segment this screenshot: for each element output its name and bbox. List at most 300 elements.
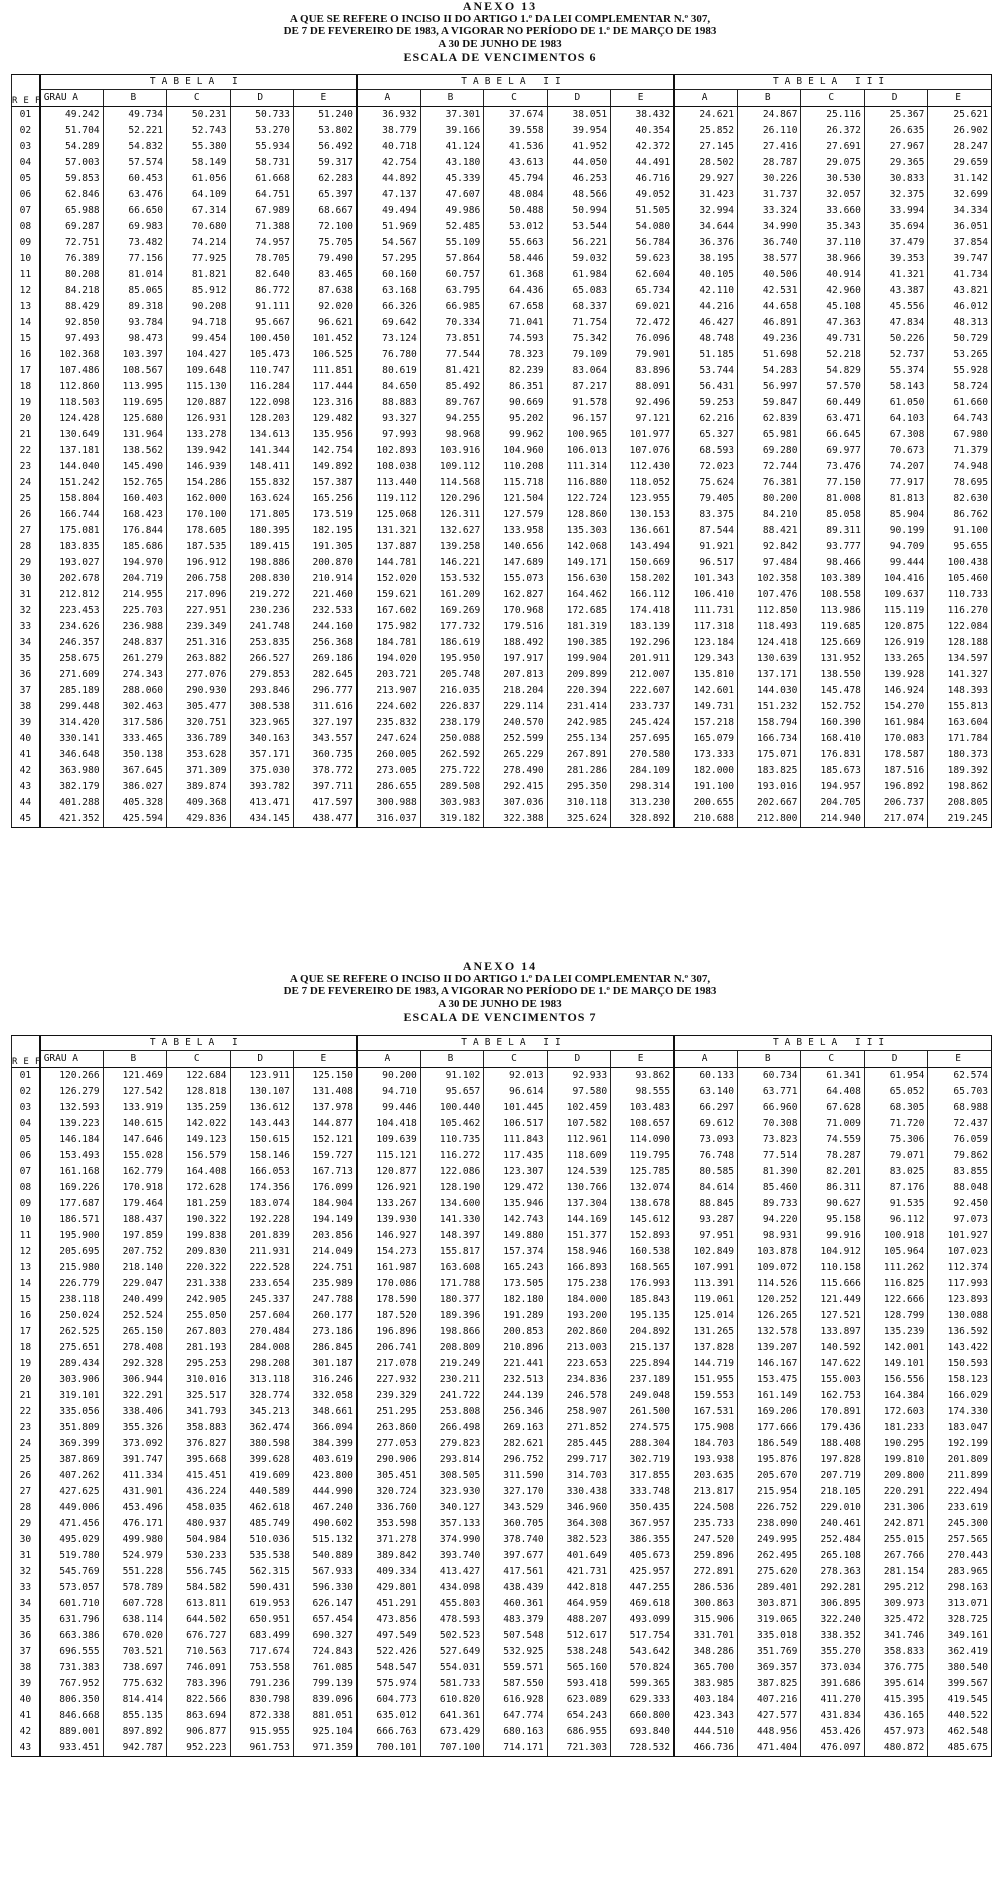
salary-cell: 198.866 (420, 1324, 483, 1340)
salary-cell: 265.229 (484, 747, 547, 763)
salary-cell: 251.316 (167, 635, 230, 651)
salary-cell: 98.466 (801, 555, 864, 571)
salary-cell: 92.020 (293, 299, 356, 315)
salary-cell: 302.463 (103, 699, 166, 715)
salary-cell: 485.749 (230, 1516, 293, 1532)
ref-number: 17 (12, 363, 40, 379)
salary-cell: 173.519 (293, 507, 356, 523)
salary-cell: 166.029 (928, 1388, 992, 1404)
salary-cell: 53.802 (293, 123, 356, 139)
salary-cell: 273.005 (357, 763, 420, 779)
salary-cell: 357.171 (230, 747, 293, 763)
table-row (12, 123, 992, 139)
salary-cell: 177.732 (420, 619, 483, 635)
salary-cell: 288.060 (103, 683, 166, 699)
salary-cell: 86.351 (484, 379, 547, 395)
salary-cell: 60.453 (103, 171, 166, 187)
salary-cell: 122.666 (864, 1292, 927, 1308)
salary-cell: 218.204 (484, 683, 547, 699)
salary-cell: 925.104 (293, 1724, 356, 1740)
salary-cell: 69.021 (611, 299, 674, 315)
salary-cell: 194.020 (357, 651, 420, 667)
table-row (12, 1196, 992, 1212)
salary-cell: 273.186 (293, 1324, 356, 1340)
salary-cell: 497.549 (357, 1628, 420, 1644)
salary-cell: 70.308 (738, 1116, 801, 1132)
salary-cell: 114.090 (611, 1132, 674, 1148)
salary-cell: 575.974 (357, 1676, 420, 1692)
table-row (12, 667, 992, 683)
salary-cell: 66.645 (801, 427, 864, 443)
salary-cell: 195.950 (420, 651, 483, 667)
table-row (12, 619, 992, 635)
table-row (12, 107, 992, 124)
salary-cell: 234.836 (547, 1372, 610, 1388)
salary-cell: 261.279 (103, 651, 166, 667)
salary-cell: 102.358 (738, 571, 801, 587)
salary-cell: 103.483 (611, 1100, 674, 1116)
salary-cell: 274.343 (103, 667, 166, 683)
salary-cell: 952.223 (167, 1740, 230, 1757)
salary-cell: 48.566 (547, 187, 610, 203)
salary-cell: 185.843 (611, 1292, 674, 1308)
salary-cell: 96.614 (484, 1084, 547, 1100)
salary-cell: 126.921 (357, 1180, 420, 1196)
salary-cell: 95.202 (484, 411, 547, 427)
salary-cell: 303.983 (420, 795, 483, 811)
salary-cell: 62.283 (293, 171, 356, 187)
salary-cell: 371.309 (167, 763, 230, 779)
salary-cell: 127.542 (103, 1084, 166, 1100)
annex-14 (0, 960, 1000, 1885)
salary-cell: 384.399 (293, 1436, 356, 1452)
salary-cell: 933.451 (40, 1740, 103, 1757)
salary-cell: 61.341 (801, 1068, 864, 1085)
salary-cell: 170.086 (357, 1276, 420, 1292)
salary-cell: 219.272 (230, 587, 293, 603)
salary-cell: 99.916 (801, 1228, 864, 1244)
table-row (12, 1084, 992, 1100)
salary-cell: 58.731 (230, 155, 293, 171)
salary-cell: 208.830 (230, 571, 293, 587)
salary-cell: 41.952 (547, 139, 610, 155)
salary-cell: 336.760 (357, 1500, 420, 1516)
grade-column-header: C (484, 1051, 547, 1068)
salary-cell: 601.710 (40, 1596, 103, 1612)
salary-cell: 325.517 (167, 1388, 230, 1404)
salary-cell: 897.892 (103, 1724, 166, 1740)
salary-cell: 176.099 (293, 1180, 356, 1196)
salary-cell: 258.675 (40, 651, 103, 667)
table-row (12, 1404, 992, 1420)
salary-cell: 109.112 (420, 459, 483, 475)
ref-number: 40 (12, 731, 40, 747)
salary-cell: 101.445 (484, 1100, 547, 1116)
salary-cell: 346.960 (547, 1500, 610, 1516)
ref-number: 43 (12, 1740, 40, 1757)
salary-cell: 336.789 (167, 731, 230, 747)
salary-cell: 148.411 (230, 459, 293, 475)
salary-cell: 25.116 (801, 107, 864, 124)
salary-cell: 111.314 (547, 459, 610, 475)
salary-cell: 170.083 (864, 731, 927, 747)
salary-cell: 146.221 (420, 555, 483, 571)
salary-cell: 162.779 (103, 1164, 166, 1180)
ref-number: 44 (12, 795, 40, 811)
annex-subtitle-line2: DE 7 DE FEVEREIRO DE 1983, A VIGORAR NO PERÍODO DE 1.º DE MARÇO DE 1983 (283, 985, 717, 997)
table-row (12, 779, 992, 795)
salary-cell: 224.751 (293, 1260, 356, 1276)
salary-cell: 107.582 (547, 1116, 610, 1132)
salary-cell: 101.977 (611, 427, 674, 443)
salary-cell: 33.994 (864, 203, 927, 219)
salary-cell: 35.694 (864, 219, 927, 235)
salary-cell: 107.076 (611, 443, 674, 459)
salary-cell: 225.703 (103, 603, 166, 619)
salary-cell: 510.036 (230, 1532, 293, 1548)
salary-cell: 242.985 (547, 715, 610, 731)
salary-cell: 43.613 (484, 155, 547, 171)
salary-cell: 340.163 (230, 731, 293, 747)
salary-cell: 889.001 (40, 1724, 103, 1740)
salary-cell: 121.449 (801, 1292, 864, 1308)
salary-cell: 229.047 (103, 1276, 166, 1292)
salary-cell: 94.220 (738, 1212, 801, 1228)
salary-cell: 327.197 (293, 715, 356, 731)
annex-subtitle-line3: A 30 DE JUNHO DE 1983 (438, 997, 562, 1010)
salary-cell: 29.659 (928, 155, 992, 171)
salary-cell: 570.824 (611, 1660, 674, 1676)
salary-cell: 299.717 (547, 1452, 610, 1468)
salary-cell: 234.626 (40, 619, 103, 635)
annex-title: ANEXO 14 (462, 959, 538, 973)
salary-cell: 114.568 (420, 475, 483, 491)
salary-cell: 279.823 (420, 1436, 483, 1452)
salary-cell: 332.058 (293, 1388, 356, 1404)
salary-cell: 83.855 (928, 1164, 992, 1180)
salary-cell: 194.957 (801, 779, 864, 795)
salary-cell: 380.540 (928, 1660, 992, 1676)
salary-cell: 690.327 (293, 1628, 356, 1644)
salary-cell: 490.602 (293, 1516, 356, 1532)
grade-column-header: E (928, 1051, 992, 1068)
salary-cell: 288.304 (611, 1436, 674, 1452)
salary-cell: 57.295 (357, 251, 420, 267)
salary-cell: 213.817 (674, 1484, 737, 1500)
ref-number: 43 (12, 779, 40, 795)
ref-number: 40 (12, 1692, 40, 1708)
salary-cell: 311.590 (484, 1468, 547, 1484)
salary-cell: 28.247 (928, 139, 992, 155)
salary-cell: 70.334 (420, 315, 483, 331)
salary-cell: 262.525 (40, 1324, 103, 1340)
salary-cell: 915.955 (230, 1724, 293, 1740)
salary-cell: 275.620 (738, 1564, 801, 1580)
salary-cell: 50.226 (864, 331, 927, 347)
salary-cell: 124.428 (40, 411, 103, 427)
salary-cell: 188.492 (484, 635, 547, 651)
salary-cell: 72.751 (40, 235, 103, 251)
salary-cell: 65.988 (40, 203, 103, 219)
salary-cell: 72.437 (928, 1116, 992, 1132)
salary-cell: 94.718 (167, 315, 230, 331)
salary-cell: 255.134 (547, 731, 610, 747)
ref-number: 29 (12, 1516, 40, 1532)
salary-cell: 142.754 (293, 443, 356, 459)
salary-cell: 180.377 (420, 1292, 483, 1308)
salary-cell: 73.823 (738, 1132, 801, 1148)
salary-cell: 156.630 (547, 571, 610, 587)
salary-cell: 543.642 (611, 1644, 674, 1660)
salary-cell: 97.493 (40, 331, 103, 347)
salary-cell: 301.187 (293, 1356, 356, 1372)
salary-cell: 119.685 (801, 619, 864, 635)
salary-cell: 163.608 (420, 1260, 483, 1276)
ref-number: 38 (12, 699, 40, 715)
salary-cell: 146.927 (357, 1228, 420, 1244)
salary-cell: 91.535 (864, 1196, 927, 1212)
salary-cell: 137.304 (547, 1196, 610, 1212)
salary-table (11, 1035, 992, 1757)
salary-cell: 296.752 (484, 1452, 547, 1468)
salary-cell: 177.666 (738, 1420, 801, 1436)
salary-cell: 238.090 (738, 1516, 801, 1532)
salary-cell: 96.157 (547, 411, 610, 427)
salary-cell: 69.642 (357, 315, 420, 331)
salary-cell: 100.438 (928, 555, 992, 571)
table-row (12, 1356, 992, 1372)
salary-cell: 407.216 (738, 1692, 801, 1708)
salary-cell: 126.279 (40, 1084, 103, 1100)
salary-cell: 423.343 (674, 1708, 737, 1724)
salary-cell: 204.705 (801, 795, 864, 811)
salary-cell: 279.853 (230, 667, 293, 683)
salary-cell: 47.137 (357, 187, 420, 203)
salary-cell: 881.051 (293, 1708, 356, 1724)
salary-cell: 67.628 (801, 1100, 864, 1116)
salary-cell: 146.939 (167, 459, 230, 475)
salary-cell: 179.436 (801, 1420, 864, 1436)
salary-cell: 40.914 (801, 267, 864, 283)
salary-cell: 117.993 (928, 1276, 992, 1292)
salary-cell: 195.135 (611, 1308, 674, 1324)
salary-cell: 29.365 (864, 155, 927, 171)
salary-cell: 43.180 (420, 155, 483, 171)
salary-cell: 310.118 (547, 795, 610, 811)
salary-cell: 200.655 (674, 795, 737, 811)
table-row (12, 523, 992, 539)
salary-cell: 146.924 (864, 683, 927, 699)
salary-cell: 153.532 (420, 571, 483, 587)
salary-cell: 166.112 (611, 587, 674, 603)
salary-cell: 63.476 (103, 187, 166, 203)
salary-cell: 55.934 (230, 139, 293, 155)
salary-cell: 203.635 (674, 1468, 737, 1484)
salary-cell: 232.533 (293, 603, 356, 619)
salary-cell: 942.787 (103, 1740, 166, 1757)
salary-cell: 29.927 (674, 171, 737, 187)
salary-cell: 251.295 (357, 1404, 420, 1420)
salary-cell: 96.517 (674, 555, 737, 571)
salary-cell: 135.239 (864, 1324, 927, 1340)
salary-cell: 480.937 (167, 1516, 230, 1532)
salary-cell: 240.499 (103, 1292, 166, 1308)
grade-column-header: GRAU A (40, 90, 103, 107)
salary-cell: 36.051 (928, 219, 992, 235)
salary-cell: 641.361 (420, 1708, 483, 1724)
salary-cell: 114.526 (738, 1276, 801, 1292)
salary-cell: 25.852 (674, 123, 737, 139)
salary-cell: 84.614 (674, 1180, 737, 1196)
salary-cell: 72.472 (611, 315, 674, 331)
table-row (12, 171, 992, 187)
salary-cell: 717.674 (230, 1644, 293, 1660)
salary-cell: 117.435 (484, 1148, 547, 1164)
salary-cell: 167.713 (293, 1164, 356, 1180)
salary-cell: 451.291 (357, 1596, 420, 1612)
ref-number: 16 (12, 1308, 40, 1324)
salary-cell: 133.919 (103, 1100, 166, 1116)
ref-number: 14 (12, 315, 40, 331)
salary-cell: 371.278 (357, 1532, 420, 1548)
salary-cell: 33.660 (801, 203, 864, 219)
salary-cell: 364.308 (547, 1516, 610, 1532)
salary-cell: 49.236 (738, 331, 801, 347)
salary-cell: 180.395 (230, 523, 293, 539)
salary-cell: 282.621 (484, 1436, 547, 1452)
salary-cell: 207.719 (801, 1468, 864, 1484)
salary-cell: 373.034 (801, 1660, 864, 1676)
salary-cell: 176.844 (103, 523, 166, 539)
ref-number: 09 (12, 235, 40, 251)
salary-cell: 253.808 (420, 1404, 483, 1420)
grade-column-header: B (103, 1051, 166, 1068)
salary-cell: 45.556 (864, 299, 927, 315)
salary-cell: 51.704 (40, 123, 103, 139)
salary-cell: 178.590 (357, 1292, 420, 1308)
salary-cell: 453.496 (103, 1500, 166, 1516)
table-row (12, 1372, 992, 1388)
salary-cell: 99.446 (357, 1100, 420, 1116)
table-row (12, 1468, 992, 1484)
salary-cell: 79.862 (928, 1148, 992, 1164)
salary-cell: 308.538 (230, 699, 293, 715)
salary-cell: 118.493 (738, 619, 801, 635)
salary-cell: 257.695 (611, 731, 674, 747)
salary-cell: 24.867 (738, 107, 801, 124)
salary-cell: 134.600 (420, 1196, 483, 1212)
ref-number: 01 (12, 1068, 40, 1085)
salary-cell: 607.728 (103, 1596, 166, 1612)
salary-cell: 161.149 (738, 1388, 801, 1404)
salary-cell: 142.022 (167, 1116, 230, 1132)
salary-cell: 78.323 (484, 347, 547, 363)
salary-cell: 42.110 (674, 283, 737, 299)
salary-cell: 34.644 (674, 219, 737, 235)
salary-cell: 75.306 (864, 1132, 927, 1148)
salary-cell: 90.208 (167, 299, 230, 315)
salary-cell: 175.071 (738, 747, 801, 763)
salary-cell: 122.098 (230, 395, 293, 411)
salary-cell: 194.970 (103, 555, 166, 571)
table-row (12, 1068, 992, 1085)
salary-cell: 519.780 (40, 1548, 103, 1564)
salary-cell: 255.015 (864, 1532, 927, 1548)
salary-cell: 115.666 (801, 1276, 864, 1292)
salary-cell: 54.080 (611, 219, 674, 235)
salary-cell: 226.752 (738, 1500, 801, 1516)
salary-cell: 58.149 (167, 155, 230, 171)
salary-cell: 205.670 (738, 1468, 801, 1484)
grade-column-header: C (484, 90, 547, 107)
salary-cell: 670.020 (103, 1628, 166, 1644)
annex-14-header (0, 960, 1000, 1024)
ref-number: 23 (12, 1420, 40, 1436)
salary-cell: 175.238 (547, 1276, 610, 1292)
salary-cell: 79.405 (674, 491, 737, 507)
salary-cell: 153.475 (738, 1372, 801, 1388)
salary-cell: 38.779 (357, 123, 420, 139)
salary-cell: 135.956 (293, 427, 356, 443)
salary-cell: 246.357 (40, 635, 103, 651)
salary-cell: 131.964 (103, 427, 166, 443)
salary-cell: 94.709 (864, 539, 927, 555)
salary-cell: 143.443 (230, 1116, 293, 1132)
salary-cell: 163.604 (928, 715, 992, 731)
salary-cell: 590.431 (230, 1580, 293, 1596)
salary-cell: 71.720 (864, 1116, 927, 1132)
salary-cell: 26.110 (738, 123, 801, 139)
salary-cell: 581.733 (420, 1676, 483, 1692)
salary-cell: 25.621 (928, 107, 992, 124)
salary-cell: 275.651 (40, 1340, 103, 1356)
salary-cell: 176.993 (611, 1276, 674, 1292)
salary-cell: 389.874 (167, 779, 230, 795)
salary-cell: 119.112 (357, 491, 420, 507)
salary-cell: 250.088 (420, 731, 483, 747)
table-row (12, 1516, 992, 1532)
salary-cell: 79.901 (611, 347, 674, 363)
salary-cell: 104.960 (484, 443, 547, 459)
salary-cell: 250.024 (40, 1308, 103, 1324)
salary-cell: 123.893 (928, 1292, 992, 1308)
salary-cell: 133.958 (484, 523, 547, 539)
salary-cell: 165.243 (484, 1260, 547, 1276)
tabela-label: TABELA I (40, 75, 357, 90)
salary-cell: 116.270 (928, 603, 992, 619)
ref-number: 31 (12, 587, 40, 603)
salary-cell: 358.883 (167, 1420, 230, 1436)
salary-cell: 170.100 (167, 507, 230, 523)
salary-cell: 160.403 (103, 491, 166, 507)
salary-cell: 164.462 (547, 587, 610, 603)
salary-cell: 91.921 (674, 539, 737, 555)
salary-cell: 60.449 (801, 395, 864, 411)
salary-cell: 186.619 (420, 635, 483, 651)
grade-column-header: A (674, 90, 737, 107)
salary-cell: 515.132 (293, 1532, 356, 1548)
salary-cell: 383.985 (674, 1676, 737, 1692)
salary-cell: 37.110 (801, 235, 864, 251)
salary-cell: 40.718 (357, 139, 420, 155)
salary-cell: 117.444 (293, 379, 356, 395)
salary-cell: 51.240 (293, 107, 356, 124)
salary-cell: 159.727 (293, 1148, 356, 1164)
salary-cell: 369.357 (738, 1660, 801, 1676)
ref-number: 38 (12, 1660, 40, 1676)
salary-cell: 65.981 (738, 427, 801, 443)
annex-subtitle-line1: A QUE SE REFERE O INCISO II DO ARTIGO 1.º DA LEI COMPLEMENTAR N.º 307, (289, 12, 711, 25)
